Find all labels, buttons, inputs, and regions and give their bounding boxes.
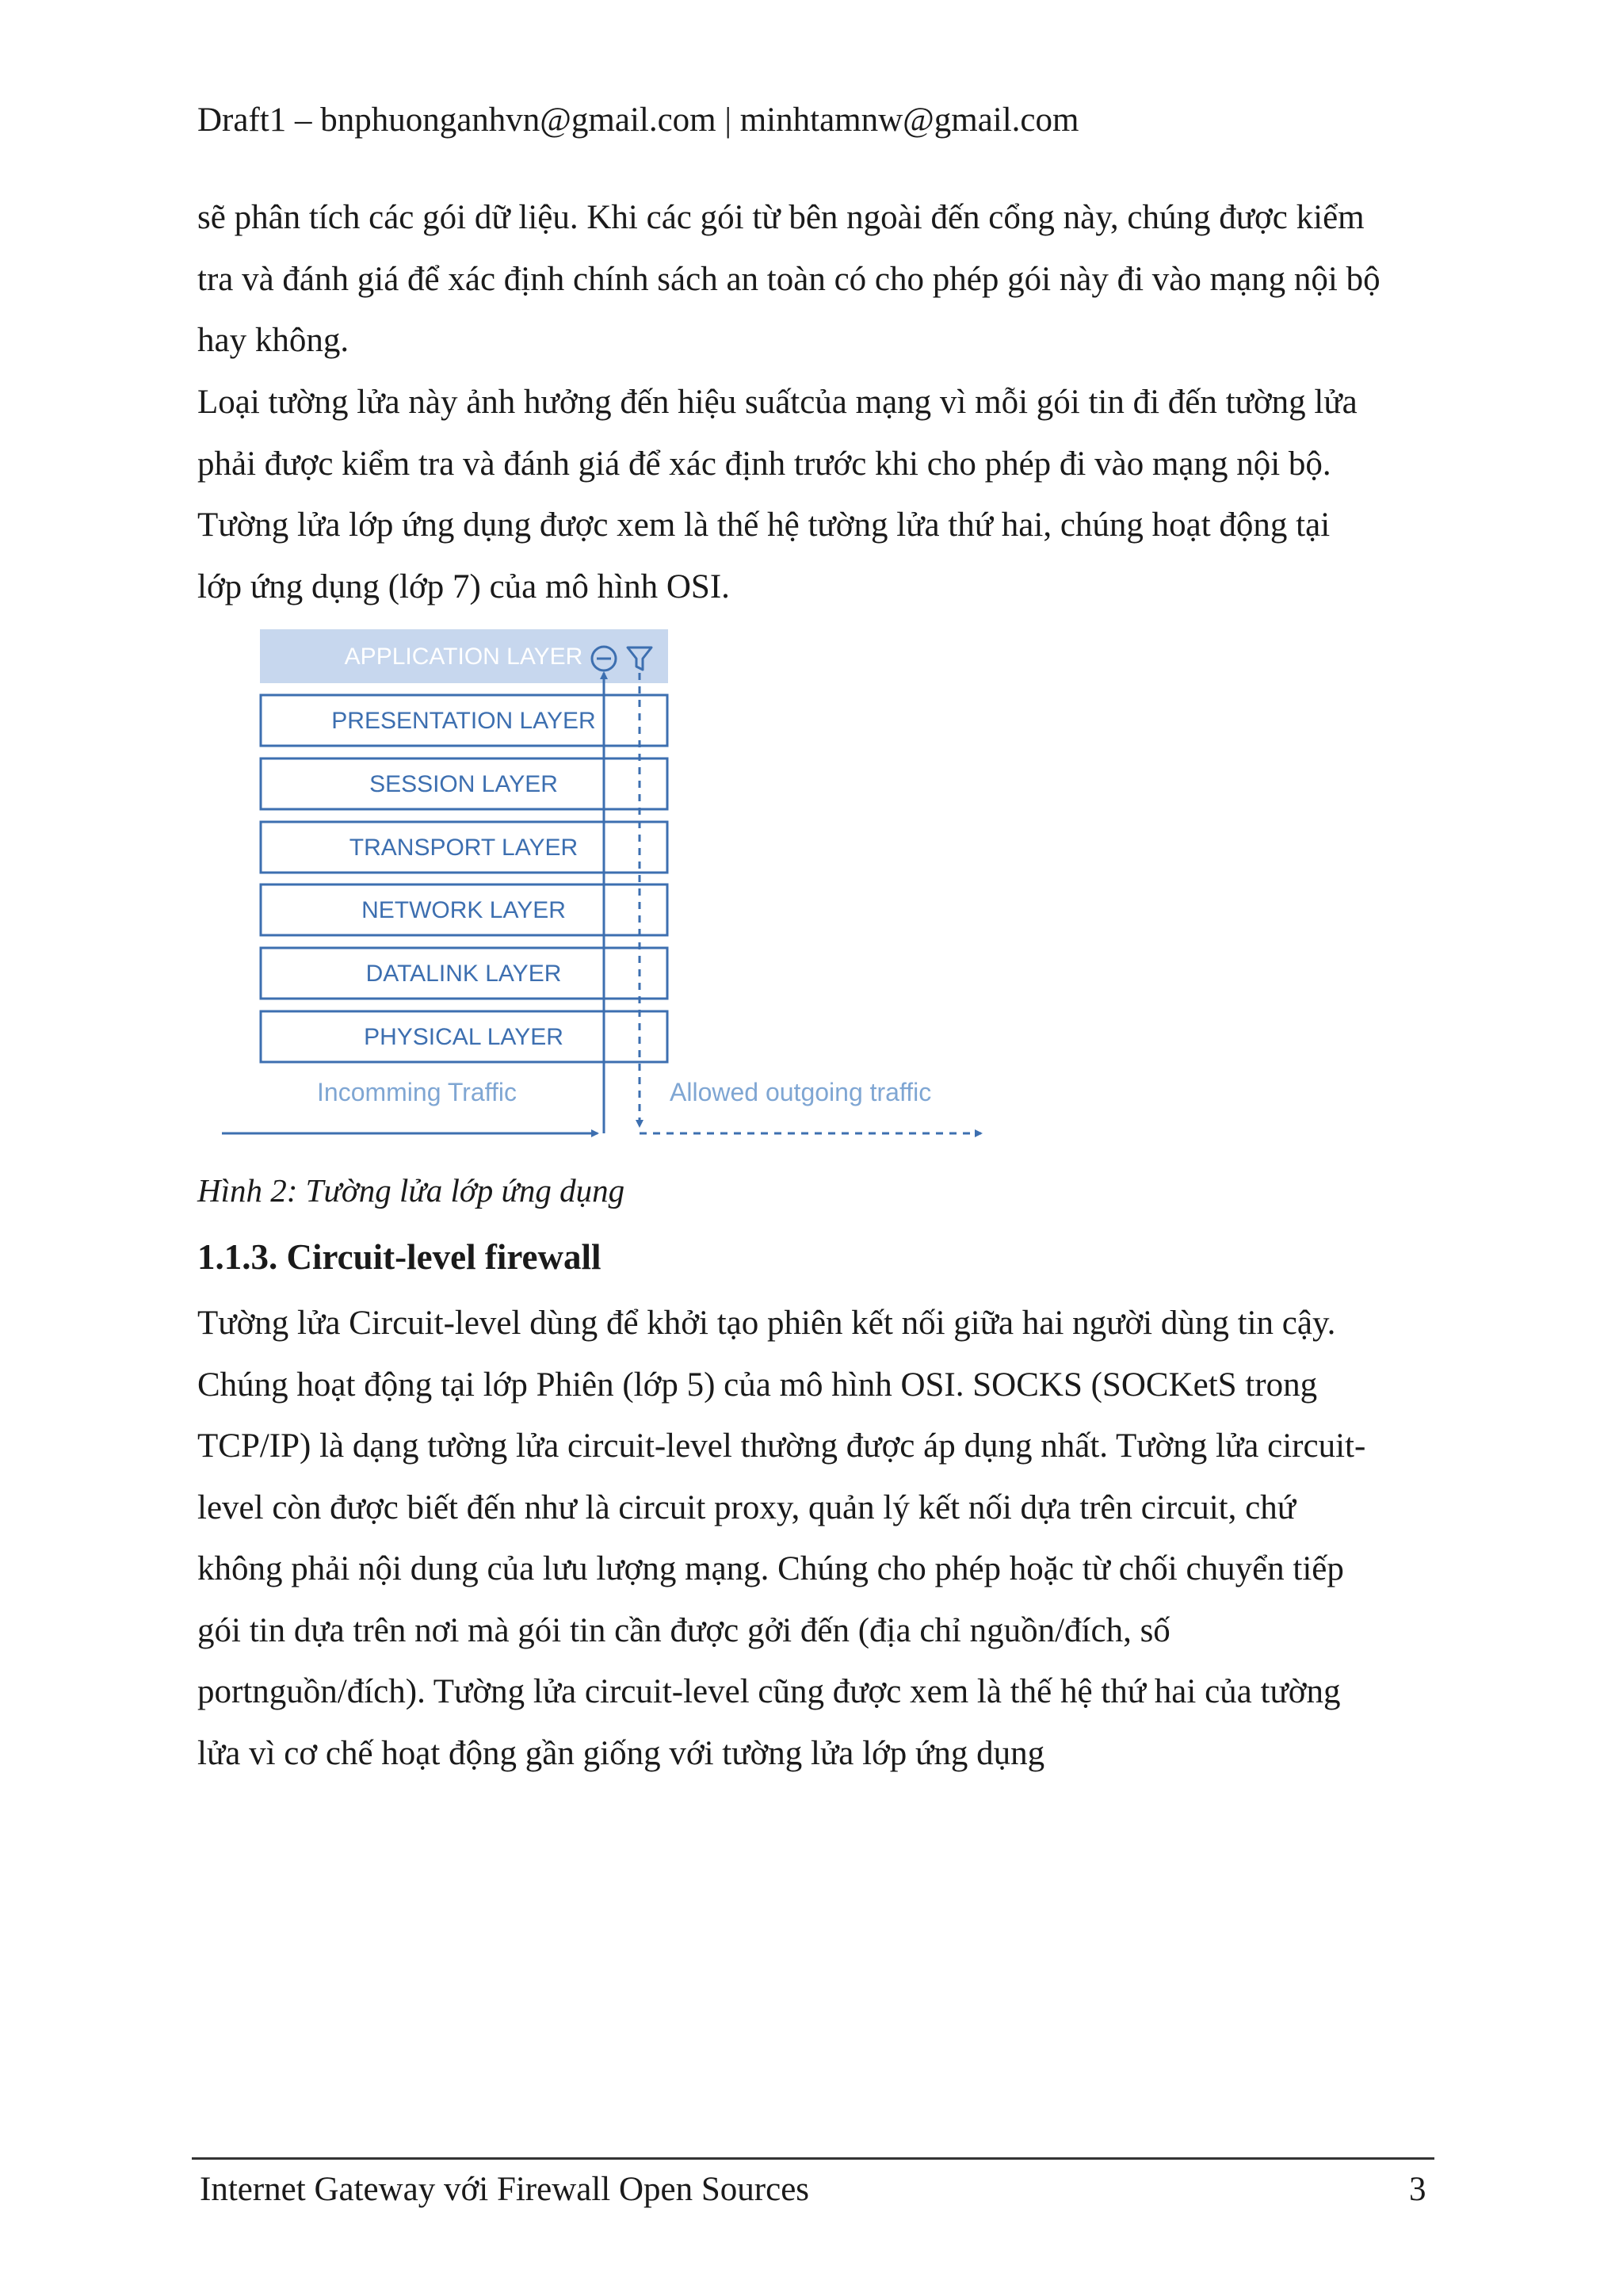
text-line: gói tin dựa trên nơi mà gói tin cần được gởi đến (địa chỉ nguồn/đích, số [197, 1611, 1170, 1649]
page-number: 3 [1409, 2171, 1426, 2208]
layer-label: PHYSICAL LAYER [364, 1024, 563, 1050]
section-title: Circuit-level firewall [286, 1237, 601, 1277]
footer-title: Internet Gateway với Firewall Open Sources [200, 2171, 810, 2208]
text-line: Tường lửa lớp ứng dụng được xem là thế hệ tường lửa thứ hai, chúng hoạt động tại [197, 506, 1331, 544]
text-line: lớp ứng dụng (lớp 7) của mô hình OSI. [197, 567, 730, 606]
text-line: hay không. [197, 322, 349, 359]
text-line: level còn được biết đến như là circuit proxy, quản lý kết nối dựa trên circuit, chứ [197, 1488, 1296, 1526]
section-number: 1.1.3. [197, 1237, 278, 1277]
section-heading [197, 1233, 601, 1281]
paragraph-1 [197, 187, 1449, 372]
text-line: Chúng hoạt động tại lớp Phiên (lớp 5) của mô hình OSI. SOCKS (SOCKetS trong [197, 1366, 1318, 1404]
layer-physical [261, 1011, 667, 1062]
incoming-traffic-label: Incomming Traffic [317, 1078, 517, 1106]
text-line: Loại tường lửa này ảnh hưởng đến hiệu suấtcủa mạng vì mỗi gói tin đi đến tường lửa [197, 384, 1358, 421]
footer-divider [192, 2157, 1434, 2160]
layer-datalink [261, 948, 667, 999]
layer-label: PRESENTATION LAYER [331, 708, 596, 734]
text-line: tra và đánh giá để xác định chính sách an toàn có cho phép gói này đi vào mạng nội bộ [197, 260, 1381, 298]
layer-label: NETWORK LAYER [361, 897, 566, 923]
text-line: sẽ phân tích các gói dữ liệu. Khi các gói từ bên ngoài đến cổng này, chúng được kiểm [197, 199, 1365, 236]
page-header: Draft1 – bnphuonganhvn@gmail.com | minhtamnw@gmail.com [197, 101, 1079, 139]
paragraph-3 [197, 495, 1449, 617]
layer-label: APPLICATION LAYER [344, 644, 583, 670]
text-line: Tường lửa Circuit-level dùng để khởi tạo phiên kết nối giữa hai người dùng tin cậy. [197, 1305, 1336, 1342]
layer-network [261, 884, 667, 935]
layer-session [261, 758, 667, 809]
text-line: phải được kiểm tra và đánh giá để xác định trước khi cho phép đi vào mạng nội bộ. [197, 445, 1331, 483]
text-line: không phải nội dung của lưu lượng mạng. Chúng cho phép hoặc từ chối chuyển tiếp [197, 1550, 1344, 1587]
layer-label: TRANSPORT LAYER [349, 835, 579, 861]
layer-label: SESSION LAYER [369, 771, 558, 797]
text-line: TCP/IP) là dạng tường lửa circuit-level thường được áp dụng nhất. Tường lửa circuit- [197, 1427, 1366, 1465]
layer-label: DATALINK LAYER [365, 961, 562, 987]
diagram-canvas [214, 622, 1014, 1145]
text-line: portnguồn/đích). Tường lửa circuit-level cũng được xem là thế hệ thứ hai của tường [197, 1673, 1341, 1710]
paragraph-2 [197, 372, 1449, 495]
layer-transport [261, 822, 667, 873]
text-line: lửa vì cơ chế hoạt động gần giống với tường lửa lớp ứng dụng [197, 1734, 1045, 1772]
figure-caption: Hình 2: Tường lửa lớp ứng dụng [197, 1172, 625, 1209]
layer-application [261, 630, 667, 682]
osi-firewall-diagram [214, 622, 1014, 1145]
outgoing-traffic-label: Allowed outgoing traffic [670, 1078, 932, 1106]
layer-presentation [261, 695, 667, 746]
paragraph-4 [197, 1293, 1449, 1784]
